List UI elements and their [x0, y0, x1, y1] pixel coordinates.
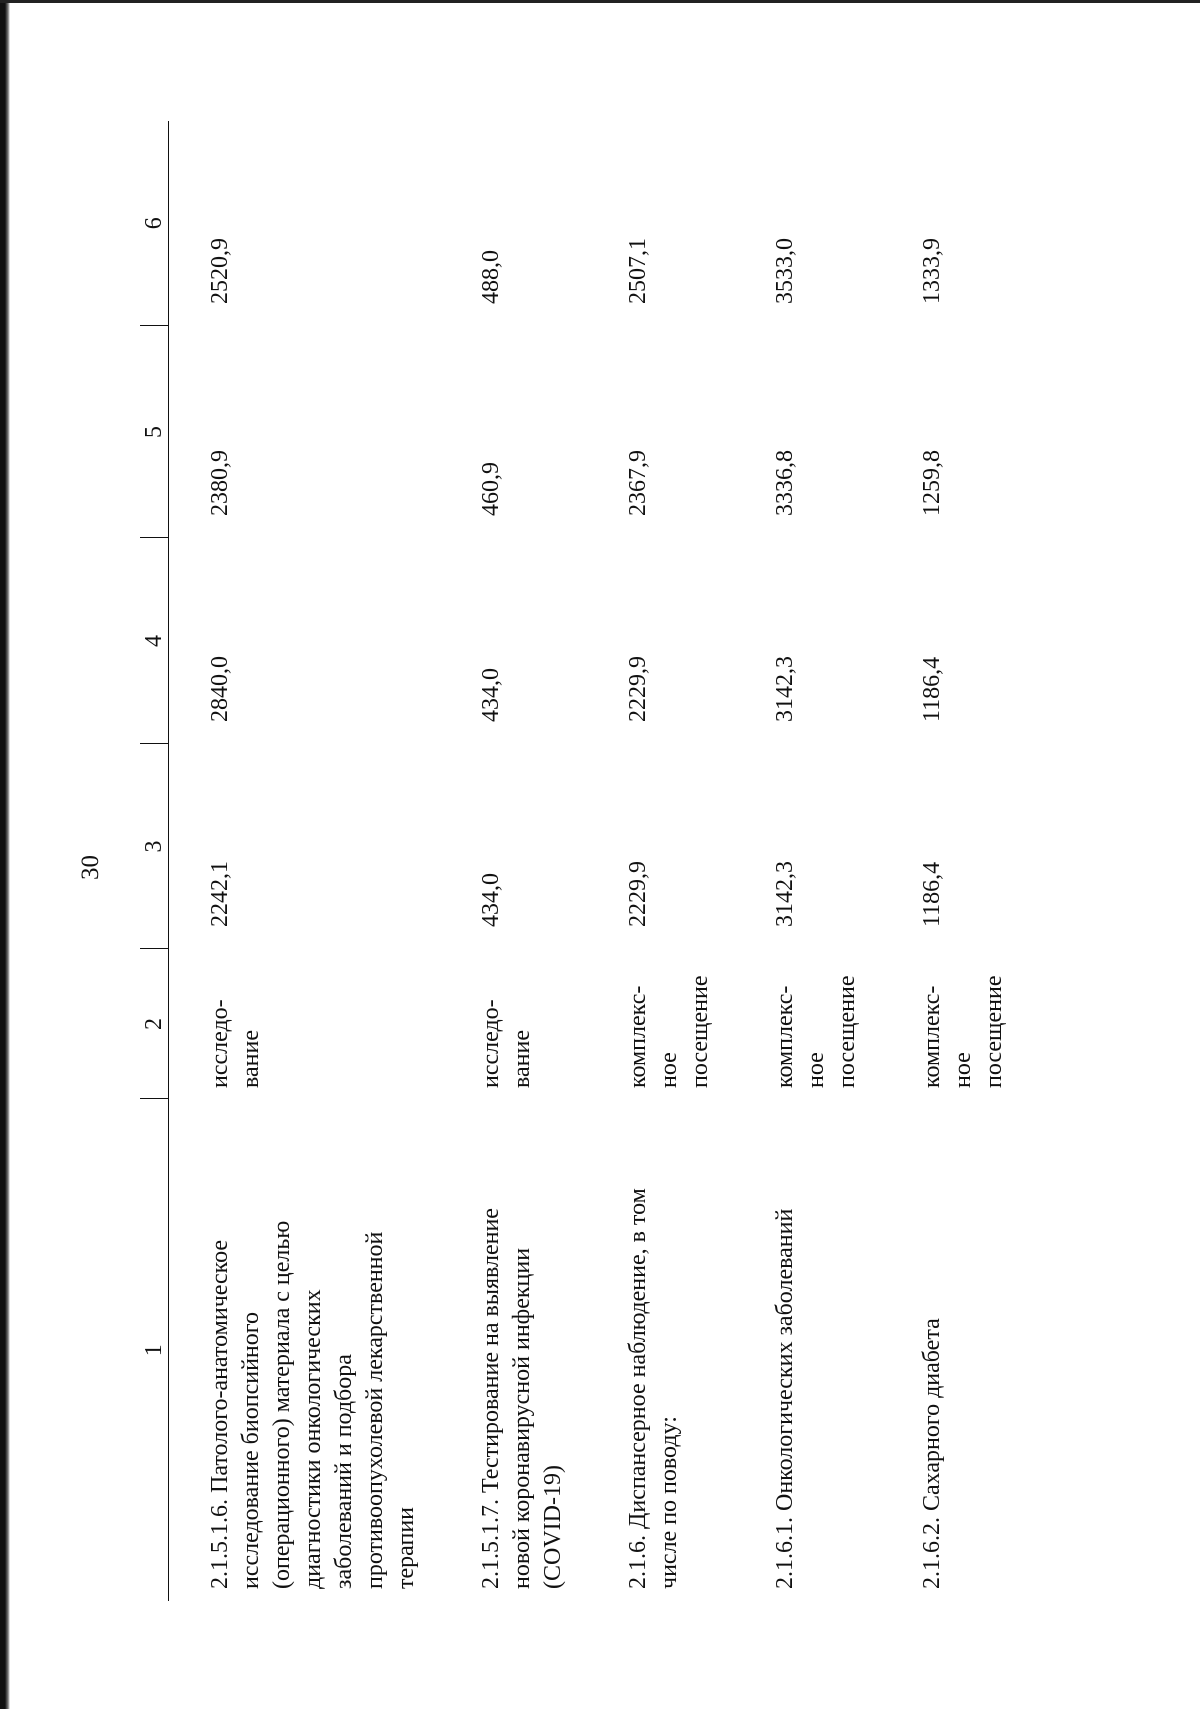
tariff-table — [140, 121, 1028, 1601]
value-col-3: 2242,1 — [207, 861, 233, 927]
value-col-3: 434,0 — [478, 873, 504, 927]
scan-edge — [0, 0, 10, 1709]
row-name: 2.1.6.2. Сахарного диабета — [919, 1318, 945, 1589]
value-col-3: 1186,4 — [919, 861, 945, 927]
value-col-5: 2367,9 — [625, 450, 651, 516]
row-unit: комплекс- ное посещение — [772, 975, 860, 1088]
value-col-4: 2840,0 — [207, 656, 233, 722]
row-unit: исследо- вание — [478, 999, 535, 1088]
value-col-5: 2380,9 — [207, 450, 233, 516]
row-unit: исследо- вание — [207, 999, 264, 1088]
scan-edge-top — [0, 0, 1200, 3]
value-col-6: 1333,9 — [919, 238, 945, 304]
value-col-6: 488,0 — [478, 250, 504, 304]
column-header-4: 4 — [140, 538, 169, 744]
table-row — [440, 121, 587, 1601]
column-header-6: 6 — [140, 121, 169, 326]
row-name: 2.1.6. Диспансерное наблюдение, в том числе по поводу: — [625, 1188, 682, 1589]
value-col-5: 3336,8 — [772, 450, 798, 516]
value-col-3: 3142,3 — [772, 861, 798, 927]
table-row — [169, 121, 441, 1601]
table-header-row — [140, 121, 169, 1601]
column-header-2: 2 — [140, 949, 169, 1099]
row-name: 2.1.5.1.7. Тестирование на выявление новой коронавирусной инфекции (COVID-19) — [478, 1208, 566, 1589]
row-name: 2.1.5.1.6. Патолого-анатомическое исследование биопсийного (операционного) материала с целью диагностики онкологических заболеваний и подбора противоопухолевой лекарственной терапии — [207, 1220, 419, 1589]
column-header-3: 3 — [140, 744, 169, 949]
table-row — [734, 121, 881, 1601]
value-col-3: 2229,9 — [625, 861, 651, 927]
value-col-4: 3142,3 — [772, 656, 798, 722]
page-number: 30 — [77, 855, 104, 880]
value-col-4: 1186,4 — [919, 656, 945, 722]
table-row — [587, 121, 734, 1601]
value-col-5: 460,9 — [478, 462, 504, 516]
column-header-1: 1 — [140, 1099, 169, 1601]
value-col-5: 1259,8 — [919, 450, 945, 516]
table-row — [881, 121, 1028, 1601]
row-unit: комплекс- ное посещение — [919, 975, 1007, 1088]
value-col-4: 434,0 — [478, 668, 504, 722]
column-header-5: 5 — [140, 326, 169, 538]
row-name: 2.1.6.1. Онкологических заболеваний — [772, 1208, 798, 1589]
value-col-4: 2229,9 — [625, 656, 651, 722]
rotated-page-content — [140, 121, 1160, 1601]
value-col-6: 2520,9 — [207, 238, 233, 304]
value-col-6: 3533,0 — [772, 238, 798, 304]
value-col-6: 2507,1 — [625, 238, 651, 304]
row-unit: комплекс- ное посещение — [625, 975, 713, 1088]
